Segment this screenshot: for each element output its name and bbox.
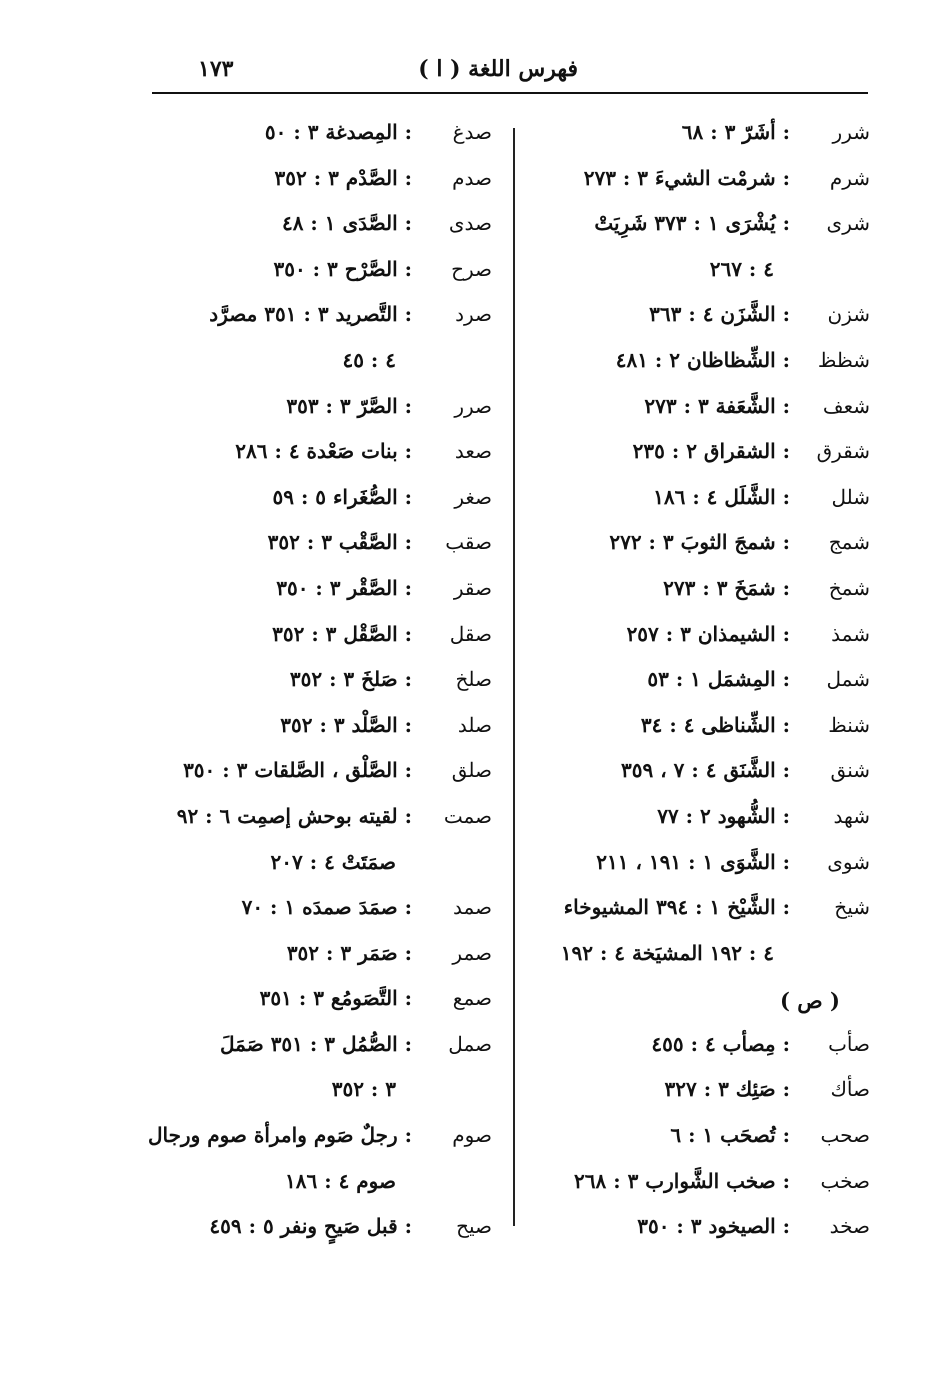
entry-root: شظظ [817,347,870,372]
index-entry [530,207,870,253]
entry-text: : المِصدغة ٣ : ٥٠ [264,120,412,144]
entry-root: صعد [454,439,492,464]
entry-text: ٤ : ١٩٢ المشيَخة ٤ : ١٩٢ [560,940,774,965]
entry-root: صرر [454,393,492,418]
entry-text: : الشِّظاظان ٢ : ٤٨١ [615,347,790,372]
entry-root: صأك [830,1077,870,1102]
index-entry [152,435,492,481]
index-entry [152,937,492,983]
index-entry [152,390,492,436]
index-entry [530,754,870,800]
entry-root: شوى [827,849,870,874]
entry-text: صمَتَتْ ٤ : ٢٠٧ [270,849,396,874]
entry-text: : التَّصريد ٣ : ٣٥١ مصرَّد [209,302,412,327]
index-entry [530,435,870,481]
index-entry [530,344,870,390]
entry-root: صدم [452,165,492,190]
entry-text: : شمَخَ ٣ : ٢٧٣ [663,575,790,600]
index-entry [152,116,492,162]
section-heading-text: ( ص ) [780,988,840,1014]
entry-text: : الصَّقْر ٣ : ٣٥٠ [276,575,412,600]
index-entry-continuation [152,344,492,390]
entry-text: صوم ٤ : ١٨٦ [285,1168,396,1193]
index-entry [152,162,492,208]
index-entry [152,1028,492,1074]
entry-root: صرد [455,302,492,327]
entry-text: ٣ : ٣٥٢ [331,1077,396,1102]
index-entry [530,481,870,527]
header-rule [152,92,868,94]
entry-text: : رجلٌ صَوم وامرأة صوم ورجال [147,1123,412,1148]
entry-text: : الصَّرّ ٣ : ٣٥٣ [286,393,412,418]
index-entry [530,526,870,572]
entry-text: : الصَّقْب ٣ : ٣٥٢ [267,530,412,555]
index-entry [152,709,492,755]
entry-text: : الصُّمُل ٣ : ٣٥١ صَمَلَ [220,1031,412,1056]
index-entry [152,1210,492,1256]
column-divider [513,128,515,1226]
entry-text: : الشيمذان ٣ : ٢٥٧ [626,621,790,646]
entry-root: شعف [822,393,870,418]
entry-root: صأب [828,1031,870,1056]
entry-root: شمل [826,667,870,692]
entry-root: صقر [453,575,492,600]
entry-text: : المِشمَل ١ : ٥٣ [647,667,790,692]
entry-root: صمل [448,1031,492,1056]
entry-root: صلق [451,758,492,783]
index-entry [530,1165,870,1211]
entry-text: : الشَّعَفة ٣ : ٢٧٣ [644,393,790,418]
index-entry [530,1028,870,1074]
entry-text: : الشَّلَل ٤ : ١٨٦ [653,484,790,509]
entry-text: : صمَدَ صمدَه ١ : ٧٠ [241,895,412,920]
index-entry [530,1119,870,1165]
entry-text: : الصَّلْد ٣ : ٣٥٢ [280,712,412,737]
entry-root: صرح [451,256,492,281]
index-entry [530,572,870,618]
entry-root: شمخ [828,575,870,600]
entry-text: : الصَّقْل ٣ : ٣٥٢ [272,621,412,646]
index-entry [147,1119,492,1165]
index-entry [530,709,870,755]
entry-text: ٤ : ٢٦٧ [709,256,774,281]
entry-text: : الصيخود ٣ : ٣٥٠ [637,1214,790,1239]
index-entry [530,298,870,344]
page-number: ١٧٣ [198,56,234,82]
entry-text: : بنات صَعْدة ٤ : ٢٨٦ [235,439,412,464]
page-title: فهرس اللغة ( ا ) [418,56,578,82]
entry-root: شرر [832,120,870,144]
index-entry [152,572,492,618]
entry-root: صحب [820,1123,870,1148]
entry-root: شيخ [834,895,870,920]
entry-root: صمد [452,895,492,920]
entry-text: : الشقراق ٢ : ٢٣٥ [632,439,790,464]
entry-text: : الصَّدْم ٣ : ٣٥٢ [274,165,412,190]
entry-root: شنق [830,758,870,783]
entry-root: صدى [448,211,492,236]
entry-root: صقل [449,621,492,646]
entry-root: صمر [452,940,492,965]
entry-text: : الصَّرْح ٣ : ٣٥٠ [273,256,412,281]
right-column [530,116,870,1256]
entry-text: : تُصحَب ١ : ٦ [670,1123,790,1148]
index-entry [530,618,870,664]
index-entry [152,891,492,937]
entry-text: : الشَّيْخ ١ : ٣٩٤ المشيوخاء [563,895,790,920]
entry-root: صمت [443,803,492,828]
entry-text: : مِصأب ٤ : ٤٥٥ [651,1031,790,1056]
entry-text: : صخب الشَّوارب ٣ : ٢٦٨ [574,1168,790,1193]
entry-text: : الشَّزَن ٤ : ٣٦٣ [649,302,790,327]
index-entry [152,754,492,800]
index-entry [152,663,492,709]
entry-root: شقرق [816,439,870,464]
index-entry [530,162,870,208]
entry-root: صمع [452,986,492,1011]
index-entry [530,390,870,436]
index-entry [530,891,870,937]
entry-root: شلل [831,484,870,509]
entry-text: : الشُّهود ٢ : ٧٧ [657,803,790,828]
left-column [147,116,492,1256]
page-header [152,52,868,88]
index-entry [152,526,492,572]
entry-text: ٤ : ٤٥ [342,347,396,372]
entry-text: : الصُّغَراء ٥ : ٥٩ [272,484,412,509]
index-entry-continuation [530,937,870,983]
index-entry [530,1210,870,1256]
entry-root: صخب [820,1168,870,1193]
entry-root: صوم [452,1123,492,1148]
entry-text: : الصَّلْق ، الصَّلقات ٣ : ٣٥٠ [183,758,412,783]
index-entry [152,298,492,344]
index-entry-continuation [152,1165,492,1211]
entry-root: صلخ [455,667,492,692]
entry-text: : الشَّوَى ١ : ١٩١ ، ٢١١ [596,849,790,874]
entry-root: شمذ [831,621,870,646]
index-entry [152,800,492,846]
entry-text: : يُشْرَى ١ : ٣٧٣ شَرِيَتْ [594,211,790,236]
entry-root: شرم [829,165,870,190]
index-entry-continuation [530,253,870,299]
index-entry-continuation [152,846,492,892]
index-entry [152,982,492,1028]
entry-root: شنظ [828,712,870,737]
entry-text: : الشِّناظى ٤ : ٣٤ [640,712,790,737]
index-entry [530,1073,870,1119]
entry-text: : صَئِك ٣ : ٣٢٧ [664,1077,790,1102]
entry-root: شرى [826,211,870,236]
entry-root: صلد [457,712,492,737]
entry-root: شزن [827,302,870,327]
index-entry [530,846,870,892]
entry-root: صدغ [452,120,492,144]
index-entry [152,618,492,664]
entry-root: صغر [454,484,492,509]
entry-text: : الشَّنَق ٤ : ٧ ، ٣٥٩ [621,758,790,783]
entry-text: : الصَّدَى ١ : ٤٨ [281,211,412,236]
entry-text: : قبل صَيحٍ ونفر ٥ : ٤٥٩ [209,1214,412,1239]
entry-root: شهد [833,803,870,828]
index-entry [152,253,492,299]
index-entry [152,207,492,253]
index-entry-continuation [152,1073,492,1119]
entry-text: : شرمْت الشيءَ ٣ : ٢٧٣ [583,165,790,190]
entry-text: : التَّصَومُع ٣ : ٣٥١ [259,986,412,1011]
index-entry [530,116,870,162]
entry-text: : لقيته بوحش إصمِت ٦ : ٩٢ [176,803,412,828]
entry-root: صقب [445,530,492,555]
entry-root: شمج [828,530,870,555]
entry-text: : صَلخَ ٣ : ٣٥٢ [289,667,412,692]
entry-root: صيح [456,1214,492,1239]
index-entry [530,800,870,846]
entry-text: : أشَرّ ٣ : ٦٨ [681,120,790,144]
index-entry [530,663,870,709]
section-heading [530,982,870,1028]
entry-text: : شمجَ الثوبَ ٣ : ٢٧٢ [609,530,790,555]
index-entry [152,481,492,527]
entry-text: : صَمَر ٣ : ٣٥٢ [286,940,412,965]
entry-root: صخد [829,1214,870,1239]
